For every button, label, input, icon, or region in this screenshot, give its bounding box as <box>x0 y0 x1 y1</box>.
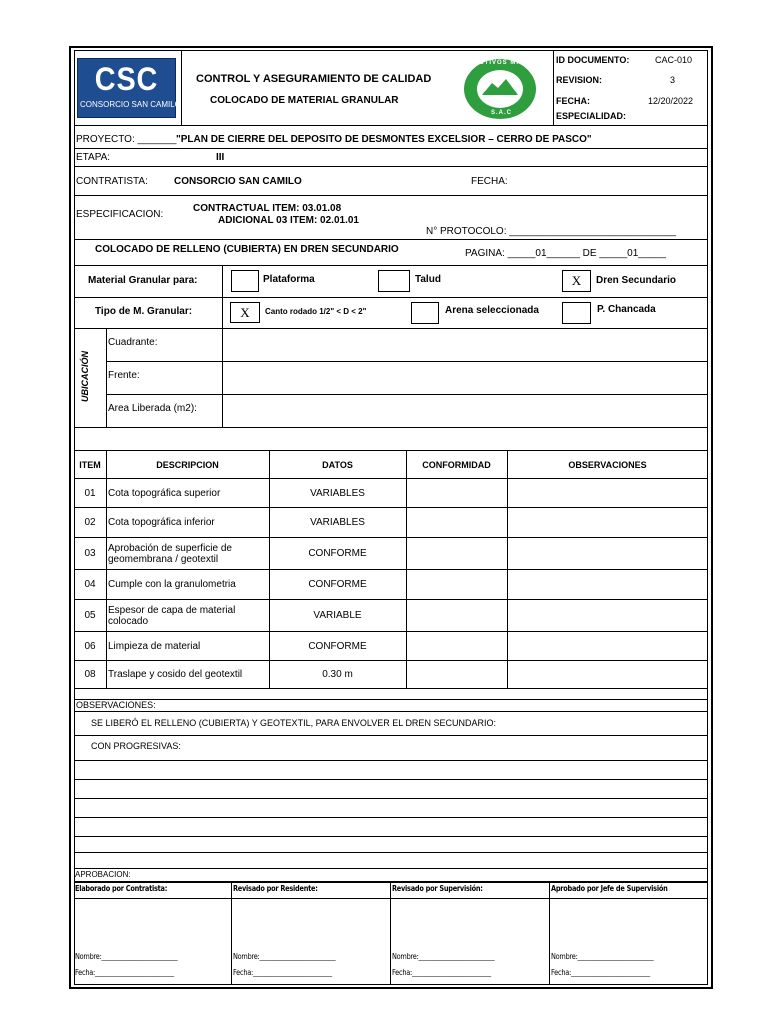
table-row-item: 04 <box>84 579 96 590</box>
table-row-item: 05 <box>84 610 96 621</box>
especificacion-label: ESPECIFICACION: <box>76 209 164 220</box>
fecha-field[interactable]: Fecha:__________________________ <box>551 968 650 977</box>
especificacion-line-1: CONTRACTUAL ITEM: 03.01.08 <box>193 203 342 214</box>
table-row-desc: Cota topográfica superior <box>108 487 221 499</box>
especificacion-line-2: ADICIONAL 03 ITEM: 02.01.01 <box>218 215 359 226</box>
option-talud: Talud <box>415 274 441 285</box>
proyecto-value: "PLAN DE CIERRE DEL DEPOSITO DE DESMONTES EXCELSIOR – CERRO DE PASCO" <box>176 134 592 145</box>
cuadrante-label: Cuadrante: <box>108 337 158 348</box>
tipo-granular-label: Tipo de M. Granular: <box>95 306 193 317</box>
fecha-doc-label: FECHA: <box>556 96 590 106</box>
header-title-2: COLOCADO DE MATERIAL GRANULAR <box>210 95 399 106</box>
nombre-field[interactable]: Nombre:_________________________ <box>392 952 495 961</box>
nombre-field[interactable]: Nombre:_________________________ <box>551 952 654 961</box>
actividad-title: COLOCADO DE RELLENO (CUBIERTA) EN DREN SECUNDARIO <box>95 244 399 255</box>
table-row-datos: CONFORME <box>308 579 367 590</box>
table-row-desc: Cumple con la granulometria <box>108 579 236 590</box>
observaciones-label: OBSERVACIONES: <box>76 700 156 710</box>
table-row-desc: Limpieza de material <box>108 640 201 652</box>
observaciones-line-1: SE LIBERÓ EL RELLENO (CUBIERTA) Y GEOTEXTIL, PARA ENVOLVER EL DREN SECUNDARIO: <box>91 718 496 728</box>
table-row-datos: 0.30 m <box>322 669 353 680</box>
especialidad-label: ESPECIALIDAD: <box>556 111 627 121</box>
table-row-desc: Aprobación de superficie de geomembrana / geotextil <box>108 542 232 565</box>
checkbox-p-chancada[interactable] <box>562 302 591 324</box>
area-liberada-label: Area Liberada (m2): <box>108 403 197 414</box>
checkbox-talud[interactable] <box>378 270 410 292</box>
table-row-item: 02 <box>84 517 96 528</box>
material-granular-label: Material Granular para: <box>88 275 198 286</box>
fecha-field[interactable]: Fecha:__________________________ <box>392 968 491 977</box>
seal-bottom-text: S.A.C <box>491 110 513 116</box>
logo-sub: CONSORCIO SAN CAMILO <box>80 100 181 109</box>
revision-label: REVISION: <box>556 75 603 85</box>
fecha-field[interactable]: Fecha:__________________________ <box>75 968 174 977</box>
revision-value: 3 <box>670 75 676 85</box>
table-row-datos: VARIABLES <box>310 487 365 499</box>
fecha-field[interactable]: Fecha:__________________________ <box>233 968 332 977</box>
header-conformidad: CONFORMIDAD <box>422 459 491 470</box>
csc-logo <box>77 58 181 118</box>
contratista-value: CONSORCIO SAN CAMILO <box>174 176 302 187</box>
option-canto-rodado: Canto rodado 1/2" < D < 2" <box>265 307 367 316</box>
header-descripcion: DESCRIPCION <box>156 459 219 470</box>
etapa-value: III <box>216 152 225 163</box>
header-title-1: CONTROL Y ASEGURAMIENTO DE CALIDAD <box>196 73 432 85</box>
table-row-datos: VARIABLES <box>310 517 365 528</box>
seal-top-text: ACTIVOS MINEROS <box>474 60 546 66</box>
option-dren-secundario: Dren Secundario <box>596 275 677 286</box>
checkbox-canto-rodado[interactable]: X <box>230 302 260 323</box>
table-row-desc: Cota topográfica inferior <box>108 517 215 528</box>
etapa-label: ETAPA: <box>76 152 111 163</box>
option-plataforma: Plataforma <box>263 274 315 285</box>
aprobacion-col-4: Aprobado por Jefe de Supervisión <box>551 884 668 893</box>
table-row-desc: Traslape y cosido del geotextil <box>108 669 243 680</box>
table-row-item: 01 <box>84 487 96 499</box>
aprobacion-col-1: Elaborado por Contratista: <box>75 884 168 893</box>
table-row-desc: Espesor de capa de material colocado <box>108 604 236 627</box>
table-row-datos: CONFORME <box>308 548 367 559</box>
table-row-item: 03 <box>84 548 96 559</box>
id-doc-label: ID DOCUMENTO: <box>556 55 630 65</box>
fecha-label: FECHA: <box>471 176 508 187</box>
nombre-field[interactable]: Nombre:_________________________ <box>75 952 178 961</box>
ubicacion-label: UBICACIÓN <box>80 351 90 402</box>
aprobacion-col-2: Revisado por Residente: <box>233 884 318 893</box>
observaciones-line-2: CON PROGRESIVAS: <box>91 741 181 751</box>
checkbox-plataforma[interactable] <box>231 270 259 292</box>
logo-main: CSC <box>94 61 159 97</box>
id-doc-value: CAC-010 <box>655 55 693 65</box>
aprobacion-col-3: Revisado por Supervisión: <box>392 884 483 893</box>
table-row-item: 06 <box>84 640 96 652</box>
nombre-field[interactable]: Nombre:_________________________ <box>233 952 336 961</box>
table-row-datos: CONFORME <box>308 640 367 652</box>
checkbox-dren-secundario[interactable]: X <box>562 270 591 292</box>
aprobacion-label: APROBACION: <box>75 870 131 879</box>
table-row-datos: VARIABLE <box>313 610 362 621</box>
frente-label: Frente: <box>108 370 140 381</box>
fecha-doc-value: 12/20/2022 <box>648 96 694 106</box>
contratista-label: CONTRATISTA: <box>76 176 148 187</box>
header-observaciones: OBSERVACIONES <box>568 459 647 470</box>
header-item: ITEM <box>79 459 101 470</box>
protocolo-field: N° PROTOCOLO: ______________________________ <box>426 226 677 237</box>
option-p-chancada: P. Chancada <box>597 304 656 315</box>
header-datos: DATOS <box>322 459 353 470</box>
checkbox-arena-seleccionada[interactable] <box>411 302 439 324</box>
table-row-item: 08 <box>84 669 96 680</box>
pagina-field: PAGINA: _____01______ DE _____01_____ <box>465 248 667 259</box>
option-arena-seleccionada: Arena seleccionada <box>445 305 539 316</box>
proyecto-label: PROYECTO: _______ <box>76 134 177 145</box>
